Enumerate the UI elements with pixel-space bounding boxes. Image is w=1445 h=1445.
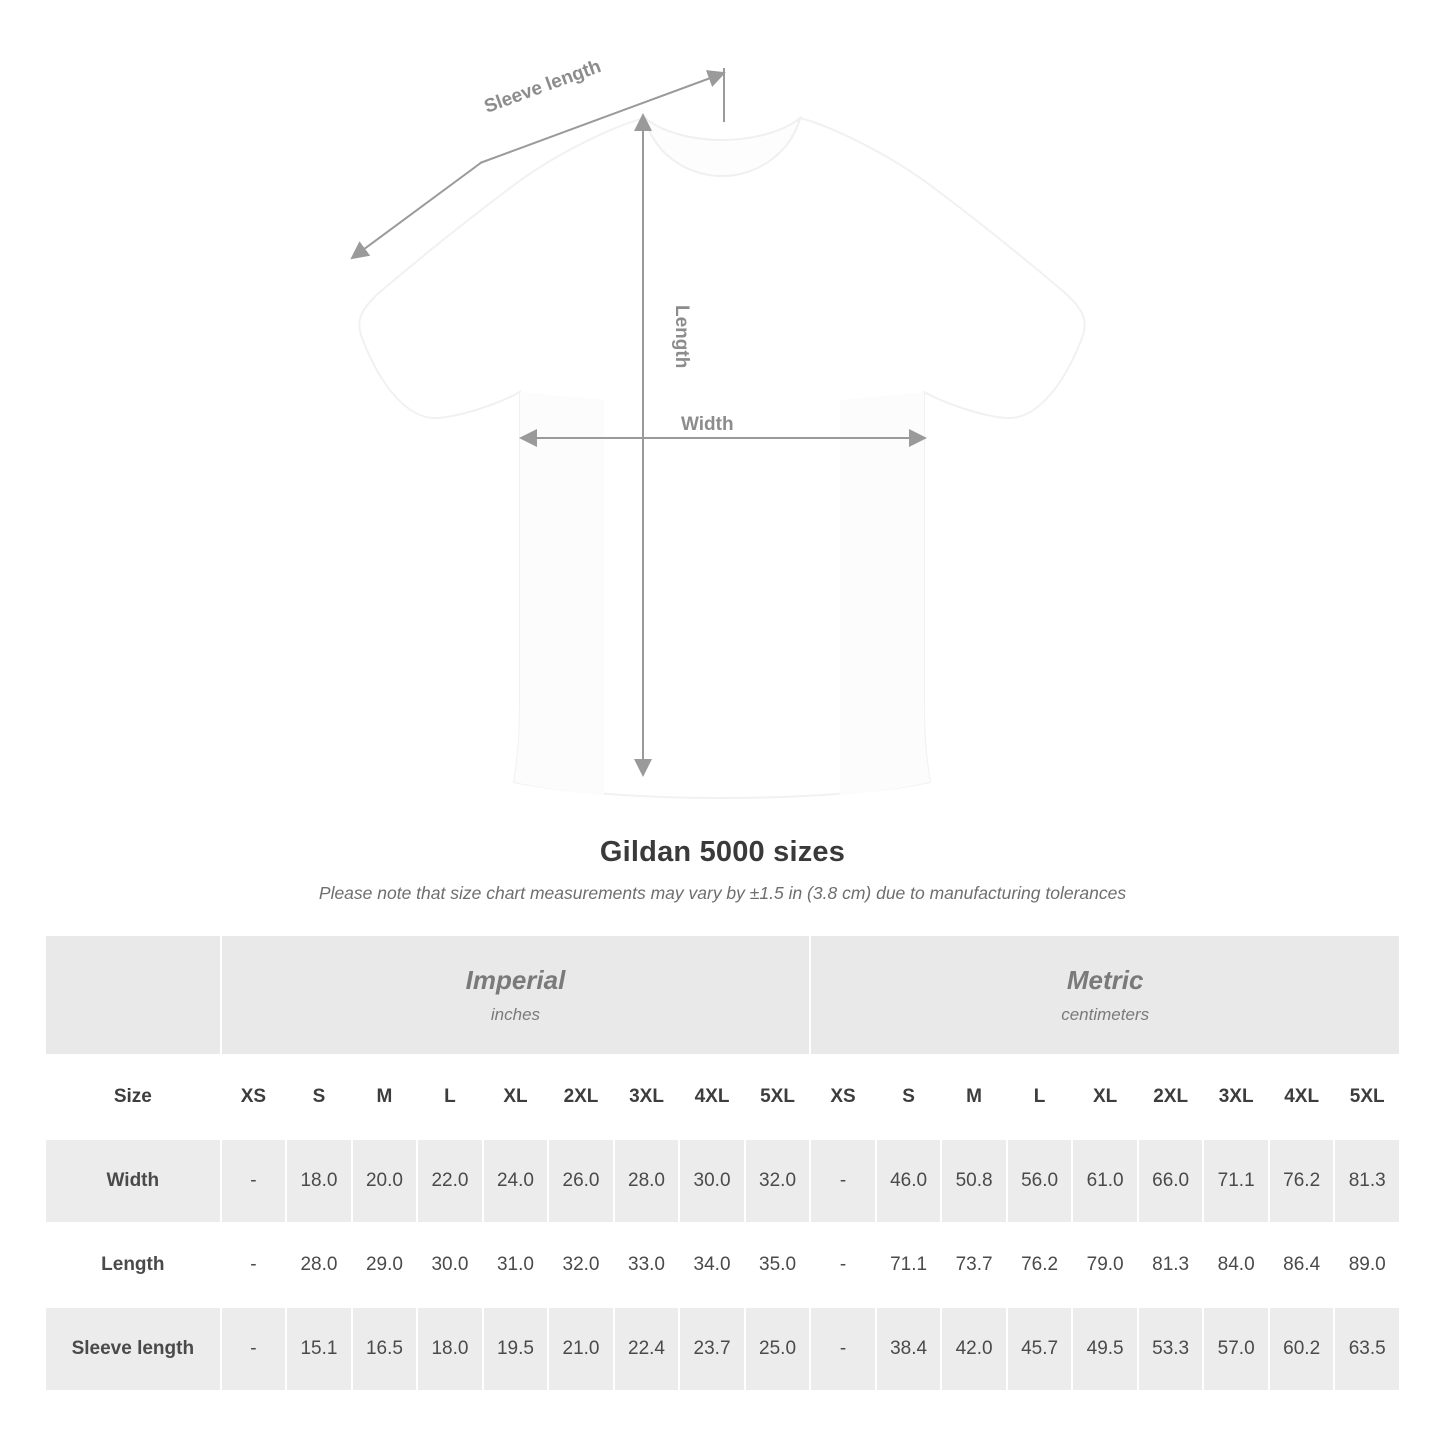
unit-header-spacer <box>45 935 221 1055</box>
size-cell-metric-5: 2XL <box>1138 1055 1204 1139</box>
cell-sleeve-metric-5: 53.3 <box>1138 1307 1204 1391</box>
cell-sleeve-imperial-0: - <box>221 1307 287 1391</box>
cell-length-metric-1: 71.1 <box>876 1223 942 1307</box>
cell-length-imperial-7: 34.0 <box>679 1223 745 1307</box>
cell-sleeve-metric-4: 49.5 <box>1072 1307 1138 1391</box>
cell-length-metric-6: 84.0 <box>1203 1223 1269 1307</box>
unit-header-metric <box>810 935 1400 1055</box>
cell-width-imperial-1: 18.0 <box>286 1139 352 1223</box>
cell-sleeve-imperial-5: 21.0 <box>548 1307 614 1391</box>
row-label-length: Length <box>45 1223 221 1307</box>
size-cell-metric-3: L <box>1007 1055 1073 1139</box>
cell-length-metric-3: 76.2 <box>1007 1223 1073 1307</box>
cell-width-imperial-7: 30.0 <box>679 1139 745 1223</box>
size-table <box>44 934 1401 1392</box>
cell-sleeve-imperial-8: 25.0 <box>745 1307 811 1391</box>
length-label: Length <box>671 305 692 369</box>
cell-sleeve-imperial-4: 19.5 <box>483 1307 549 1391</box>
cell-length-imperial-0: - <box>221 1223 287 1307</box>
cell-width-metric-2: 50.8 <box>941 1139 1007 1223</box>
cell-length-imperial-4: 31.0 <box>483 1223 549 1307</box>
cell-sleeve-metric-7: 60.2 <box>1269 1307 1335 1391</box>
chart-header <box>0 836 1445 904</box>
cell-length-imperial-8: 35.0 <box>745 1223 811 1307</box>
size-cell-imperial-8: 5XL <box>745 1055 811 1139</box>
table-row-width <box>45 1139 1400 1223</box>
unit-name-metric: Metric <box>1066 965 1144 996</box>
size-header-row <box>45 1055 1400 1139</box>
size-cell-metric-6: 3XL <box>1203 1055 1269 1139</box>
cell-width-imperial-6: 28.0 <box>614 1139 680 1223</box>
cell-sleeve-metric-0: - <box>810 1307 876 1391</box>
cell-width-imperial-4: 24.0 <box>483 1139 549 1223</box>
cell-width-metric-0: - <box>810 1139 876 1223</box>
size-cell-metric-0: XS <box>810 1055 876 1139</box>
unit-header-imperial <box>221 935 811 1055</box>
cell-length-metric-0: - <box>810 1223 876 1307</box>
tshirt-shape <box>359 118 1084 798</box>
cell-sleeve-imperial-7: 23.7 <box>679 1307 745 1391</box>
size-cell-metric-8: 5XL <box>1334 1055 1400 1139</box>
cell-length-metric-8: 89.0 <box>1334 1223 1400 1307</box>
cell-width-metric-5: 66.0 <box>1138 1139 1204 1223</box>
cell-length-imperial-1: 28.0 <box>286 1223 352 1307</box>
cell-width-metric-8: 81.3 <box>1334 1139 1400 1223</box>
cell-length-metric-2: 73.7 <box>941 1223 1007 1307</box>
cell-width-metric-4: 61.0 <box>1072 1139 1138 1223</box>
cell-sleeve-metric-6: 57.0 <box>1203 1307 1269 1391</box>
cell-sleeve-metric-8: 63.5 <box>1334 1307 1400 1391</box>
cell-length-metric-7: 86.4 <box>1269 1223 1335 1307</box>
size-label-cell: Size <box>45 1055 221 1139</box>
size-cell-imperial-3: L <box>417 1055 483 1139</box>
size-cell-imperial-2: M <box>352 1055 418 1139</box>
cell-length-metric-5: 81.3 <box>1138 1223 1204 1307</box>
cell-sleeve-imperial-1: 15.1 <box>286 1307 352 1391</box>
cell-width-metric-7: 76.2 <box>1269 1139 1335 1223</box>
cell-width-imperial-2: 20.0 <box>352 1139 418 1223</box>
cell-width-imperial-5: 26.0 <box>548 1139 614 1223</box>
width-label: Width <box>681 414 734 435</box>
table-row-sleeve-length <box>45 1307 1400 1391</box>
size-cell-imperial-0: XS <box>221 1055 287 1139</box>
cell-length-imperial-3: 30.0 <box>417 1223 483 1307</box>
cell-length-metric-4: 79.0 <box>1072 1223 1138 1307</box>
cell-sleeve-imperial-2: 16.5 <box>352 1307 418 1391</box>
unit-sub-metric: centimeters <box>1061 1004 1150 1024</box>
cell-width-metric-3: 56.0 <box>1007 1139 1073 1223</box>
cell-width-metric-1: 46.0 <box>876 1139 942 1223</box>
size-cell-metric-4: XL <box>1072 1055 1138 1139</box>
cell-sleeve-imperial-3: 18.0 <box>417 1307 483 1391</box>
cell-width-imperial-0: - <box>221 1139 287 1223</box>
table-row-length <box>45 1223 1400 1307</box>
size-cell-imperial-7: 4XL <box>679 1055 745 1139</box>
row-label-width: Width <box>45 1139 221 1223</box>
cell-sleeve-imperial-6: 22.4 <box>614 1307 680 1391</box>
size-cell-metric-2: M <box>941 1055 1007 1139</box>
size-cell-imperial-4: XL <box>483 1055 549 1139</box>
cell-length-imperial-2: 29.0 <box>352 1223 418 1307</box>
size-cell-imperial-6: 3XL <box>614 1055 680 1139</box>
cell-width-imperial-8: 32.0 <box>745 1139 811 1223</box>
tolerance-note: Please note that size chart measurements may vary by ±1.5 in (3.8 cm) due to manufacturing tolerances <box>318 883 1127 903</box>
page-title: Gildan 5000 sizes <box>599 836 846 868</box>
unit-sub-imperial: inches <box>490 1004 541 1024</box>
cell-width-metric-6: 71.1 <box>1203 1139 1269 1223</box>
unit-header-row <box>45 935 1400 1055</box>
row-label-sleeve-length: Sleeve length <box>45 1307 221 1391</box>
cell-length-imperial-6: 33.0 <box>614 1223 680 1307</box>
size-cell-metric-7: 4XL <box>1269 1055 1335 1139</box>
size-cell-imperial-5: 2XL <box>548 1055 614 1139</box>
cell-sleeve-metric-2: 42.0 <box>941 1307 1007 1391</box>
sleeve-length-label: Sleeve length <box>481 56 604 118</box>
cell-sleeve-metric-1: 38.4 <box>876 1307 942 1391</box>
cell-length-imperial-5: 32.0 <box>548 1223 614 1307</box>
cell-sleeve-metric-3: 45.7 <box>1007 1307 1073 1391</box>
size-table-container <box>0 934 1445 1392</box>
unit-name-imperial: Imperial <box>465 965 566 996</box>
size-cell-imperial-1: S <box>286 1055 352 1139</box>
size-cell-metric-1: S <box>876 1055 942 1139</box>
cell-width-imperial-3: 22.0 <box>417 1139 483 1223</box>
